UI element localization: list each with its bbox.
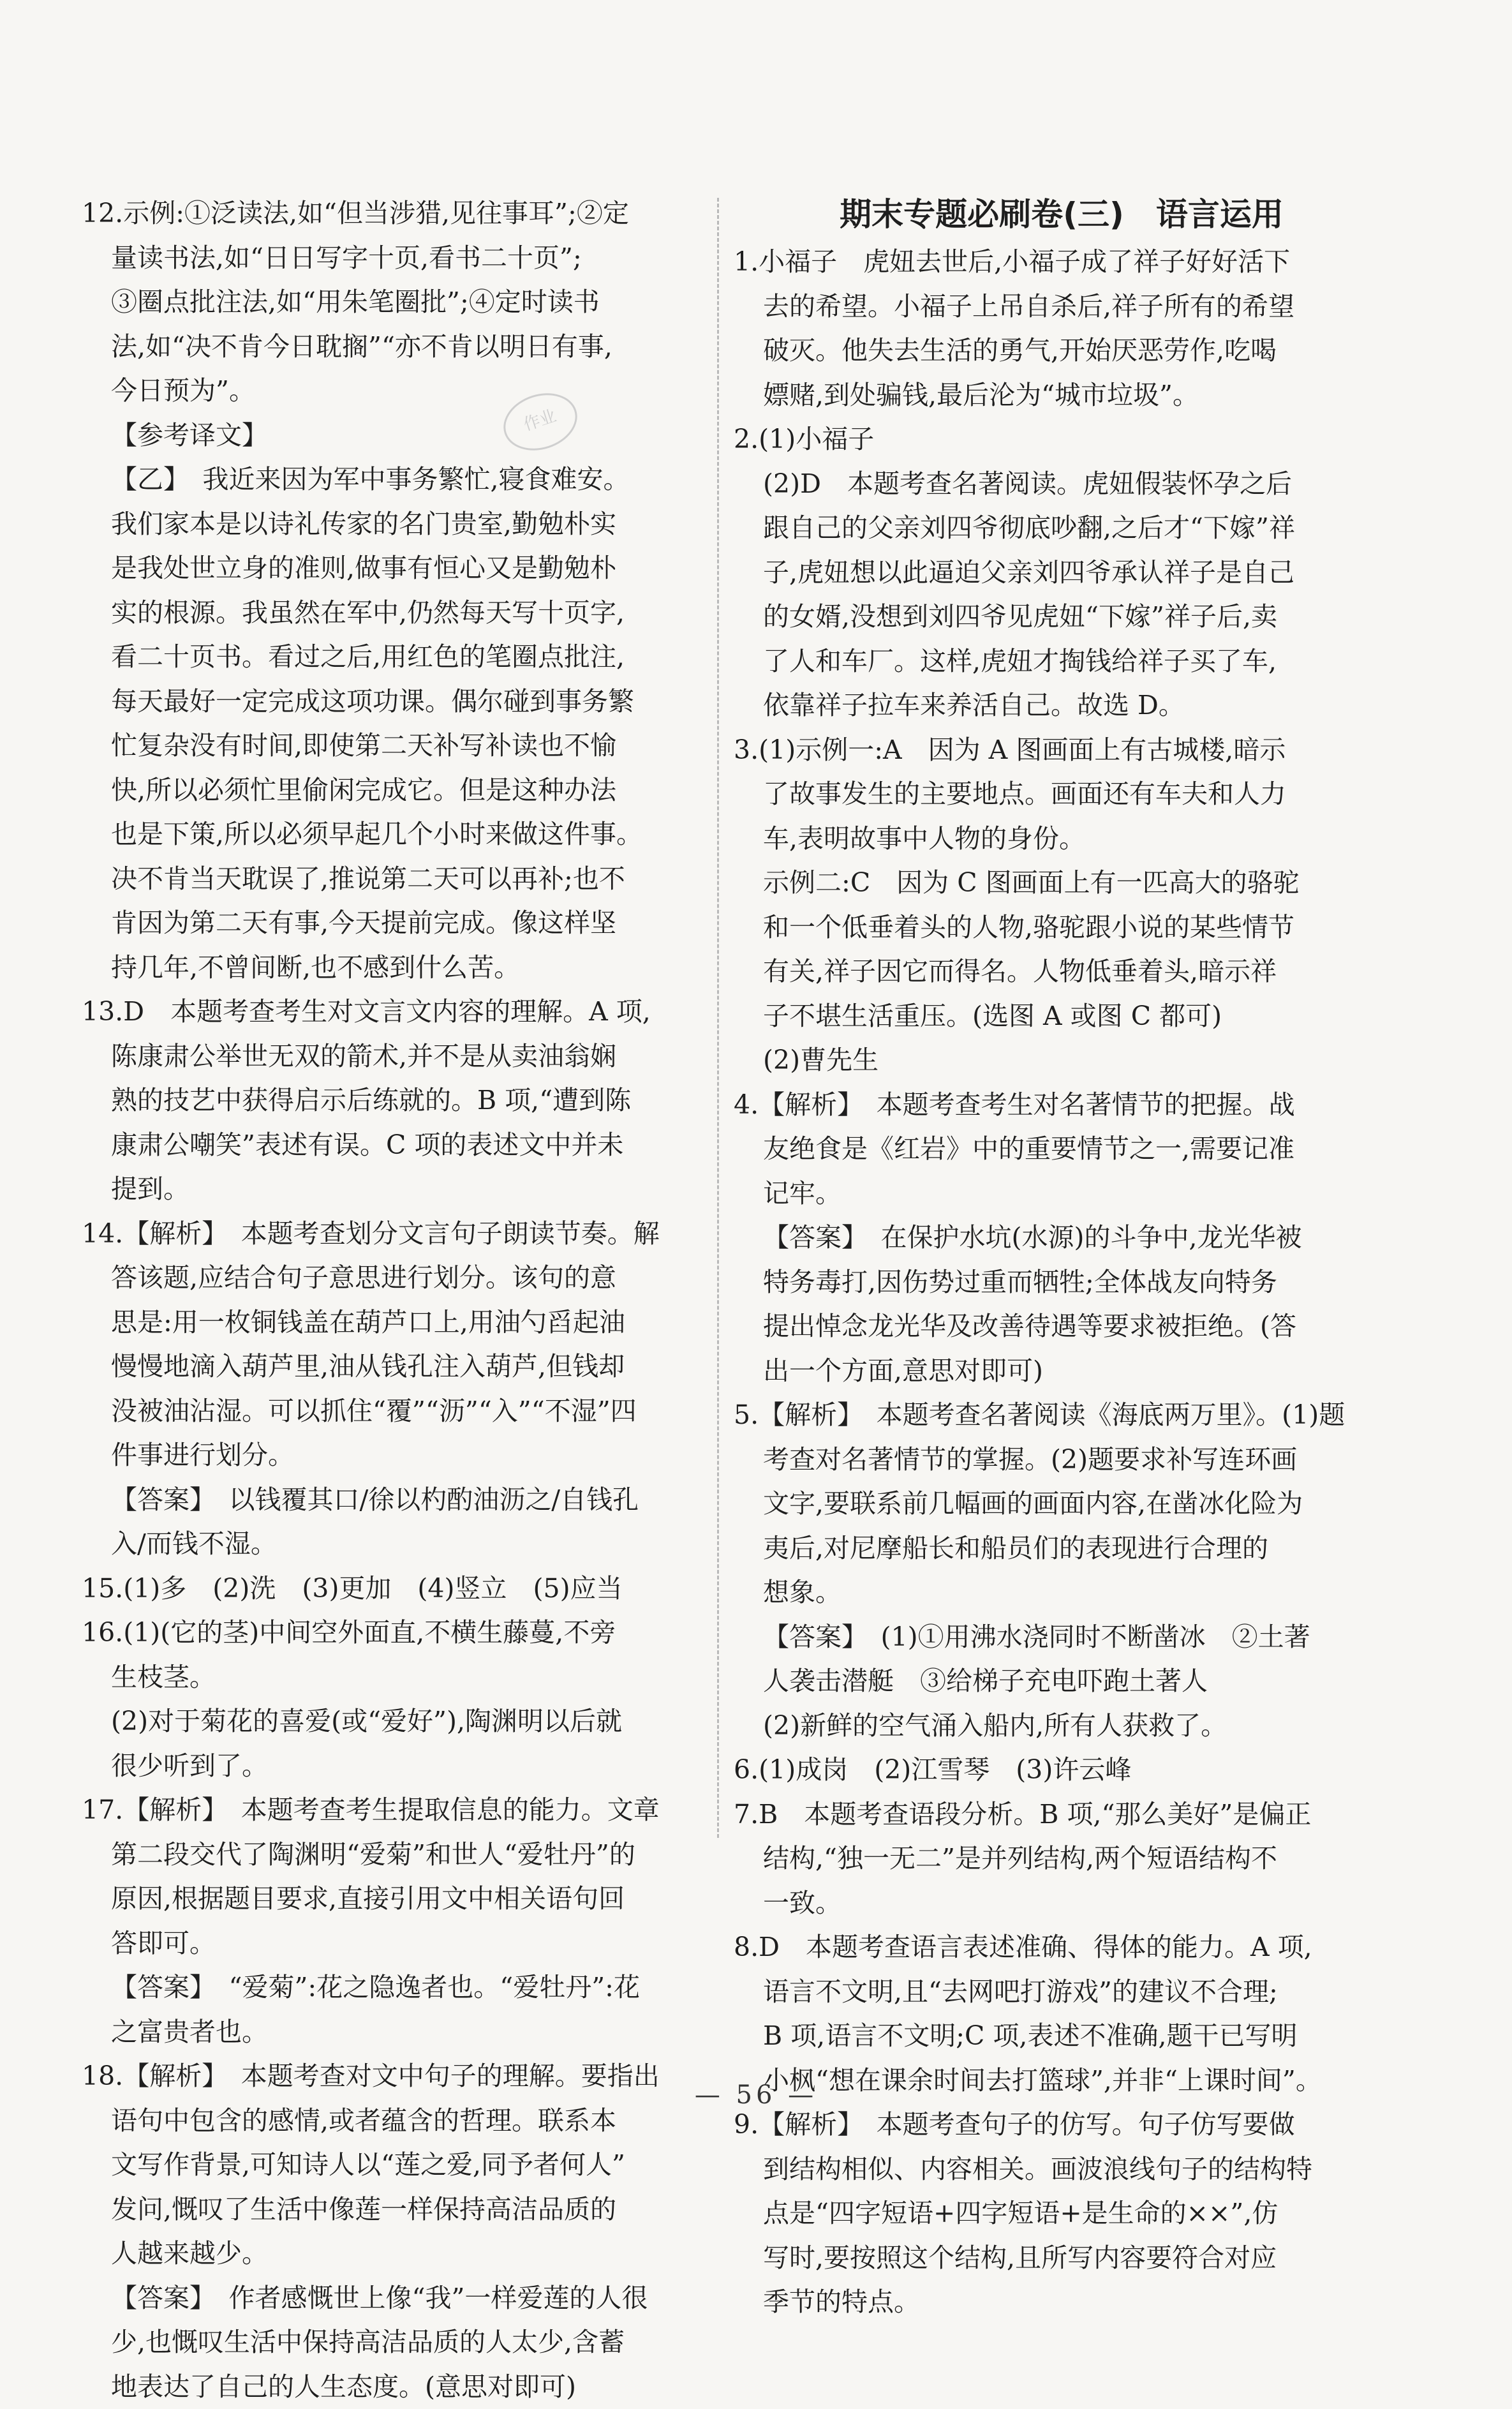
left-column — [82, 191, 715, 2409]
text-line: 少,也慨叹生活中保持高洁品质的人太少,含蓄 — [82, 2320, 715, 2365]
text-line: 【参考译文】 — [82, 414, 715, 458]
text-line: 7.B 本题考查语段分析。B 项,“那么美好”是偏正 — [734, 1793, 1364, 1837]
text-line: 康肃公嘲笑”表述有误。C 项的表述文中并未 — [82, 1123, 715, 1168]
text-line: 入/而钱不湿。 — [82, 1522, 715, 1567]
text-line: 决不肯当天耽误了,推说第二天可以再补;也不 — [82, 857, 715, 902]
text-line: 也是下策,所以必须早起几个小时来做这件事。 — [82, 812, 715, 857]
text-line: 特务毒打,因伤势过重而牺牲;全体战友向特务 — [734, 1260, 1364, 1305]
text-line: 慢慢地滴入葫芦里,油从钱孔注入葫芦,但钱却 — [82, 1345, 715, 1389]
text-line: 5.【解析】 本题考查名著阅读《海底两万里》。(1)题 — [734, 1393, 1364, 1438]
text-line: 16.(1)(它的茎)中间空外面直,不横生藤蔓,不旁 — [82, 1611, 715, 1655]
text-line: 【答案】 “爱菊”:花之隐逸者也。“爱牡丹”:花 — [82, 1965, 715, 2010]
text-line: 忙复杂没有时间,即使第二天补写补读也不愉 — [82, 724, 715, 768]
text-line: 【答案】 在保护水坑(水源)的斗争中,龙光华被 — [734, 1216, 1364, 1260]
text-line: 今日预为”。 — [82, 369, 715, 414]
text-line: 14.【解析】 本题考查划分文言句子朗读节奏。解 — [82, 1212, 715, 1257]
text-line: 8.D 本题考查语言表述准确、得体的能力。A 项, — [734, 1925, 1364, 1970]
text-line: 陈康肃公举世无双的箭术,并不是从卖油翁娴 — [82, 1034, 715, 1079]
text-line: 点是“四字短语+四字短语+是生命的××”,仿 — [734, 2191, 1364, 2236]
text-line: 12.示例:①泛读法,如“但当涉猎,见往事耳”;②定 — [82, 191, 715, 236]
text-line: 6.(1)成岗 (2)江雪琴 (3)许云峰 — [734, 1748, 1364, 1793]
text-line: 到结构相似、内容相关。画波浪线句子的结构特 — [734, 2147, 1364, 2192]
text-line: (2)对于菊花的喜爱(或“爱好”),陶渊明以后就 — [82, 1699, 715, 1744]
section-title: 期末专题必刷卷(三) 语言运用 — [734, 191, 1364, 237]
text-line: 答即可。 — [82, 1921, 715, 1966]
text-line: 示例二:C 因为 C 图画面上有一匹高大的骆驼 — [734, 861, 1364, 906]
text-line: 没被油沾湿。可以抓住“覆”“沥”“入”“不湿”四 — [82, 1389, 715, 1434]
text-line: 有关,祥子因它而得名。人物低垂着头,暗示祥 — [734, 950, 1364, 994]
text-line: 件事进行划分。 — [82, 1433, 715, 1478]
text-line: 考查对名著情节的掌握。(2)题要求补写连环画 — [734, 1438, 1364, 1482]
text-line: 每天最好一定完成这项功课。偶尔碰到事务繁 — [82, 680, 715, 724]
text-line: 9.【解析】 本题考查句子的仿写。句子仿写要做 — [734, 2103, 1364, 2147]
watermark-stamp: 作业 — [496, 384, 585, 459]
text-line: 18.【解析】 本题考查对文中句子的理解。要指出 — [82, 2054, 715, 2099]
text-line: 【乙】 我近来因为军中事务繁忙,寝食难安。 — [82, 458, 715, 502]
text-line: 第二段交代了陶渊明“爱菊”和世人“爱牡丹”的 — [82, 1833, 715, 1877]
text-line: 和一个低垂着头的人物,骆驼跟小说的某些情节 — [734, 906, 1364, 950]
text-line: 去的希望。小福子上吊自杀后,祥子所有的希望 — [734, 285, 1364, 329]
text-line: 的女婿,没想到刘四爷见虎妞“下嫁”祥子后,卖 — [734, 595, 1364, 639]
text-line: 13.D 本题考查考生对文言文内容的理解。A 项, — [82, 990, 715, 1034]
text-line: 熟的技艺中获得启示后练就的。B 项,“遭到陈 — [82, 1078, 715, 1123]
text-line: 4.【解析】 本题考查考生对名著情节的把握。战 — [734, 1083, 1364, 1128]
text-line: 写时,要按照这个结构,且所写内容要符合对应 — [734, 2236, 1364, 2281]
text-line: 出一个方面,意思对即可) — [734, 1349, 1364, 1394]
text-line: 破灭。他失去生活的勇气,开始厌恶劳作,吃喝 — [734, 329, 1364, 373]
text-line: 季节的特点。 — [734, 2280, 1364, 2325]
text-line: 语句中包含的感情,或者蕴含的哲理。联系本 — [82, 2099, 715, 2144]
page-number: — 56 — — [0, 2080, 1512, 2110]
text-line: 2.(1)小福子 — [734, 417, 1364, 462]
text-line: 友绝食是《红岩》中的重要情节之一,需要记准 — [734, 1127, 1364, 1172]
text-line: B 项,语言不文明;C 项,表述不准确,题干已写明 — [734, 2014, 1364, 2059]
text-line: 【答案】 以钱覆其口/徐以杓酌油沥之/自钱孔 — [82, 1478, 715, 1523]
column-divider — [717, 198, 719, 1838]
text-line: 小枫“想在课余时间去打篮球”,并非“上课时间”。 — [734, 2059, 1364, 2103]
text-line: 肯因为第二天有事,今天提前完成。像这样坚 — [82, 901, 715, 946]
text-line: 【答案】 (1)①用沸水浇同时不断凿冰 ②土著 — [734, 1615, 1364, 1660]
text-line: 子不堪生活重压。(选图 A 或图 C 都可) — [734, 994, 1364, 1039]
text-line: 了人和车厂。这样,虎妞才掏钱给祥子买了车, — [734, 639, 1364, 684]
text-line: 文字,要联系前几幅画的画面内容,在凿冰化险为 — [734, 1482, 1364, 1526]
text-line: 思是:用一枚铜钱盖在葫芦口上,用油勺舀起油 — [82, 1301, 715, 1345]
text-line: 语言不文明,且“去网吧打游戏”的建议不合理; — [734, 1970, 1364, 2015]
text-line: 持几年,不曾间断,也不感到什么苦。 — [82, 946, 715, 990]
text-line: 人袭击潜艇 ③给梯子充电吓跑土著人 — [734, 1659, 1364, 1704]
text-line: 车,表明故事中人物的身份。 — [734, 817, 1364, 861]
text-line: 一致。 — [734, 1881, 1364, 1926]
text-line: 看二十页书。看过之后,用红色的笔圈点批注, — [82, 635, 715, 680]
text-line: 17.【解析】 本题考查考生提取信息的能力。文章 — [82, 1788, 715, 1833]
text-line: (2)曹先生 — [734, 1038, 1364, 1083]
text-line: 文写作背景,可知诗人以“莲之爱,同予者何人” — [82, 2143, 715, 2188]
text-line: 实的根源。我虽然在军中,仍然每天写十页字, — [82, 591, 715, 636]
text-line: 【答案】 作者感慨世上像“我”一样爱莲的人很 — [82, 2276, 715, 2321]
text-line: 快,所以必须忙里偷闲完成它。但是这种办法 — [82, 768, 715, 813]
text-line: 15.(1)多 (2)洗 (3)更加 (4)竖立 (5)应当 — [82, 1567, 715, 1611]
text-line: 子,虎妞想以此逼迫父亲刘四爷承认祥子是自己 — [734, 551, 1364, 595]
text-line: 1.小福子 虎妞去世后,小福子成了祥子好好活下 — [734, 240, 1364, 285]
text-line: 发问,慨叹了生活中像莲一样保持高洁品质的 — [82, 2188, 715, 2232]
text-line: 法,如“决不肯今日耽搁”“亦不肯以明日有事, — [82, 325, 715, 369]
right-column — [734, 191, 1364, 2325]
text-line: 生枝茎。 — [82, 1655, 715, 1700]
text-line: 跟自己的父亲刘四爷彻底吵翻,之后才“下嫁”祥 — [734, 506, 1364, 551]
text-line: 依靠祥子拉车来养活自己。故选 D。 — [734, 683, 1364, 728]
text-line: 夷后,对尼摩船长和船员们的表现进行合理的 — [734, 1526, 1364, 1571]
text-line: (2)D 本题考查名著阅读。虎妞假装怀孕之后 — [734, 462, 1364, 507]
text-line: 结构,“独一无二”是并列结构,两个短语结构不 — [734, 1837, 1364, 1881]
text-line: 地表达了自己的人生态度。(意思对即可) — [82, 2365, 715, 2409]
text-line: (2)新鲜的空气涌入船内,所有人获救了。 — [734, 1704, 1364, 1749]
text-line: ③圈点批注法,如“用朱笔圈批”;④定时读书 — [82, 280, 715, 325]
text-line: 是我处世立身的准则,做事有恒心又是勤勉朴 — [82, 546, 715, 591]
text-line: 之富贵者也。 — [82, 2010, 715, 2055]
text-line: 人越来越少。 — [82, 2232, 715, 2276]
text-line: 想象。 — [734, 1570, 1364, 1615]
text-line: 了故事发生的主要地点。画面还有车夫和人力 — [734, 772, 1364, 817]
text-line: 量读书法,如“日日写字十页,看书二十页”; — [82, 236, 715, 281]
text-line: 嫖赌,到处骗钱,最后沦为“城市垃圾”。 — [734, 373, 1364, 418]
text-line: 很少听到了。 — [82, 1744, 715, 1789]
text-line: 答该题,应结合句子意思进行划分。该句的意 — [82, 1256, 715, 1301]
text-line: 3.(1)示例一:A 因为 A 图画面上有古城楼,暗示 — [734, 728, 1364, 773]
text-line: 我们家本是以诗礼传家的名门贵室,勤勉朴实 — [82, 502, 715, 547]
text-line: 记牢。 — [734, 1172, 1364, 1216]
text-line: 提出悼念龙光华及改善待遇等要求被拒绝。(答 — [734, 1304, 1364, 1349]
text-line: 原因,根据题目要求,直接引用文中相关语句回 — [82, 1877, 715, 1921]
text-line: 提到。 — [82, 1167, 715, 1212]
